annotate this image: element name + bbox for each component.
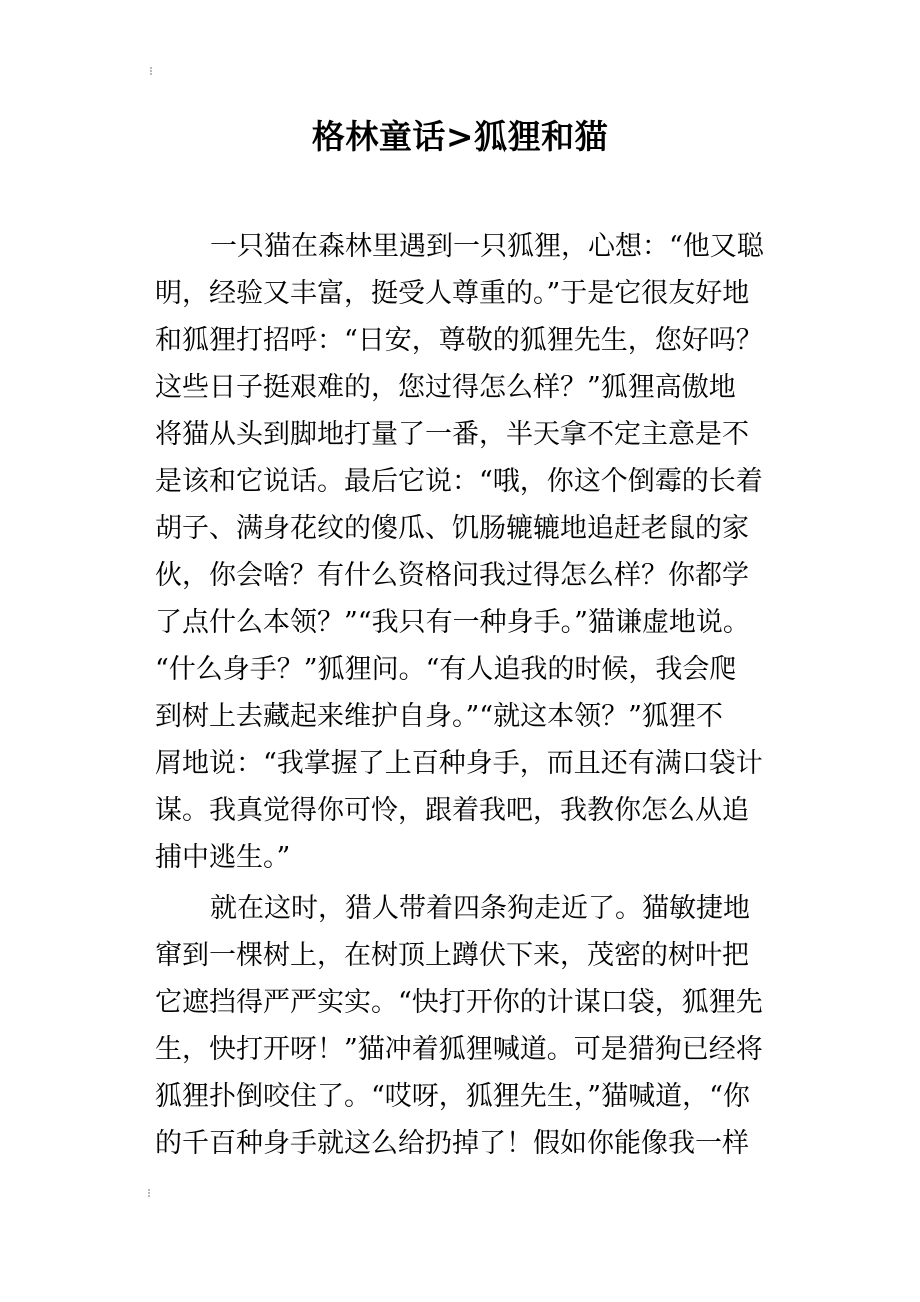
text-line: 一只猫在森林里遇到一只狐狸，心想：“他又聪 — [210, 231, 764, 262]
text-line: 它遮挡得严严实实。“快打开你的计谋口袋，狐狸先 — [155, 987, 763, 1018]
text-line: 谋。我真觉得你可怜，跟着我吧，我教你怎么从追 — [155, 795, 749, 826]
text-line: 是该和它说话。最后它说：“哦，你这个倒霉的长着 — [155, 466, 763, 497]
text-line: 屑地说：“我掌握了上百种身手，而且还有满口袋计 — [155, 748, 763, 779]
text-line: 将猫从头到脚地打量了一番，半天拿不定主意是不 — [155, 419, 749, 450]
text-line: 这些日子挺艰难的，您过得怎么样？”狐狸高傲地 — [155, 372, 736, 403]
story-body — [155, 223, 795, 1171]
paragraph-1 — [155, 223, 795, 881]
text-line: 了点什么本领？”“我只有一种身手。”猫谦虚地说。 — [155, 607, 750, 638]
text-line: “什么身手？”狐狸问。“有人追我的时候，我会爬 — [155, 654, 737, 685]
scan-mark — [146, 1188, 152, 1198]
text-line: 胡子、满身花纹的傻瓜、饥肠辘辘地追赶老鼠的家 — [155, 513, 749, 544]
text-line: 明，经验又丰富，挺受人尊重的。”于是它很友好地 — [155, 278, 750, 309]
text-line: 捕中逃生。” — [155, 842, 291, 873]
text-line: 狐狸扑倒咬住了。“哎呀，狐狸先生，”猫喊道，“你 — [155, 1081, 750, 1112]
text-line: 伙，你会啥？有什么资格问我过得怎么样？你都学 — [155, 560, 749, 591]
text-line: 窜到一棵树上，在树顶上蹲伏下来，茂密的树叶把 — [155, 940, 749, 971]
scan-mark — [148, 66, 154, 76]
page-title: 格林童话>狐狸和猫 — [311, 117, 609, 156]
text-line: 生，快打开呀！”猫冲着狐狸喊道。可是猎狗已经将 — [155, 1034, 763, 1065]
text-line: 的千百种身手就这么给扔掉了！假如你能像我一样 — [155, 1128, 749, 1159]
paragraph-2 — [155, 885, 795, 1167]
text-line: 就在这时，猎人带着四条狗走近了。猫敏捷地 — [210, 893, 750, 924]
text-line: 和狐狸打招呼：“日安，尊敬的狐狸先生，您好吗？ — [155, 325, 763, 356]
text-line: 到树上去藏起来维护自身。”“就这本领？”狐狸不 — [155, 701, 723, 732]
